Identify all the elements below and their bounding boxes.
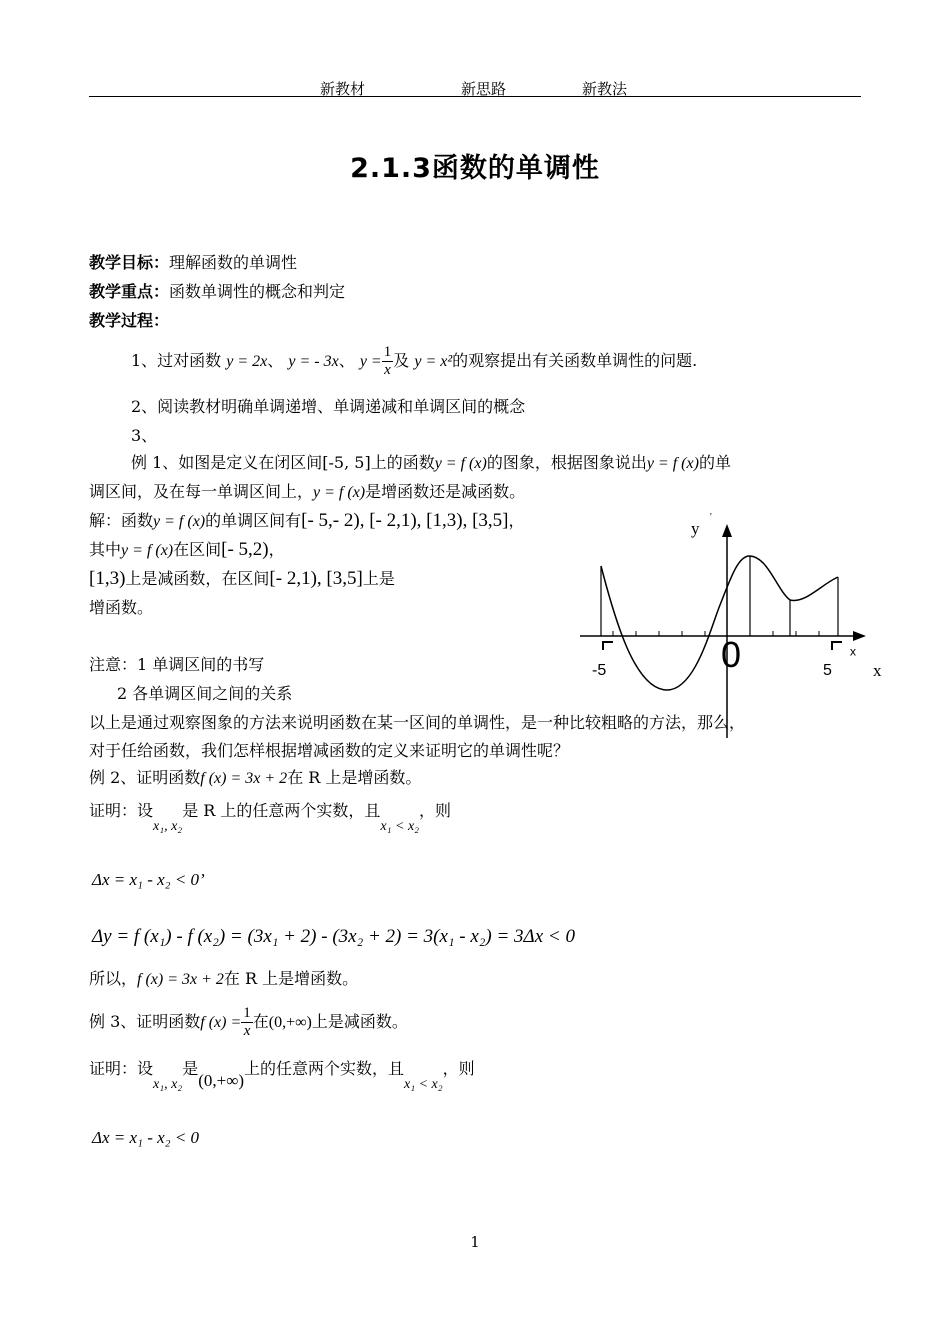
ex3-func-lhs: f (x) = <box>200 1014 242 1031</box>
process-label: 教学过程： <box>89 311 170 330</box>
goal-line <box>89 252 297 274</box>
ex2-title-a: 例 2、证明函数 <box>89 768 201 787</box>
goal-label: 教学目标： <box>89 253 170 272</box>
ex3-den: x <box>243 1023 251 1039</box>
example3-title <box>89 1000 408 1045</box>
example2-dx <box>92 870 205 890</box>
ex2-dx-text: Δx = x₁ - x₂ < 0 <box>92 870 200 889</box>
formula-recip-lhs: y = <box>359 353 382 370</box>
example1-line1 <box>131 452 731 475</box>
ex2-cond: x₁ < x₂ <box>380 819 420 834</box>
x-axis-label: x <box>873 661 882 680</box>
formula-neg3x: y = - 3x <box>288 353 339 370</box>
step1-mid: 及 <box>393 351 410 370</box>
ex3-title-b: 在 <box>252 1012 269 1031</box>
x-axis-arrow-icon <box>853 631 866 641</box>
note-1: 注意：1 单调区间的书写 <box>89 655 265 674</box>
ex3-title-a: 例 3、证明函数 <box>89 1012 201 1031</box>
header-item-1: 新教材 <box>320 80 366 98</box>
ex2-func-2: f (x) = 3x + 2 <box>137 971 224 988</box>
example1-solution-line1 <box>89 510 525 533</box>
y-axis-mark: ' <box>710 512 712 523</box>
note-4: 对于任给函数，我们怎样根据增减函数的定义来证明它的单调性呢？ <box>89 741 570 760</box>
step1-prefix: 1、过对函数 <box>131 351 222 370</box>
header-item-3: 新教法 <box>582 80 628 98</box>
y-axis-label: y <box>691 519 700 538</box>
axis-x-glyph: ˣ <box>850 644 856 664</box>
ex2-concl-a: 所以， <box>89 969 138 988</box>
ex2-concl-b: 在 R 上是增函数。 <box>223 969 359 988</box>
ex3-proof-b: 是 <box>182 1059 199 1078</box>
ex1-l1b: 的图象，根据图象说出 <box>486 453 647 472</box>
step1-sep2: 、 <box>338 351 355 370</box>
ex3-num: 1 <box>243 1005 251 1021</box>
ex1-fx-1: y = f (x) <box>434 455 487 472</box>
formula-recip-frac <box>382 344 394 379</box>
example1-line2 <box>89 481 525 504</box>
header-rule <box>89 96 861 97</box>
step-1 <box>131 342 697 381</box>
origin-label: 0 <box>721 634 742 675</box>
ex1-fx-5: y = f (x) <box>121 542 174 559</box>
ex2-title-b: 在 R 上是增函数。 <box>287 768 422 787</box>
example3-proof <box>89 1058 475 1092</box>
header-item-2: 新思路 <box>461 80 507 98</box>
example2-title <box>89 767 421 790</box>
formula-square: y = x² <box>414 353 453 370</box>
left-endpoint-mark <box>603 642 613 650</box>
ex2-proof-b: 是 R 上的任意两个实数，且 <box>182 801 381 820</box>
ex1-sol2-a: 其中 <box>89 540 122 559</box>
ex3-func-frac <box>241 1005 253 1040</box>
ex2-proof-a: 证明：设 <box>89 801 154 820</box>
ex1-l1a: 例 1、如图是定义在闭区间[-5, 5]上的函数 <box>131 453 435 472</box>
ex2-vars: x₁, x₂ <box>153 819 183 834</box>
example1-solution-line3 <box>89 568 395 590</box>
note-3: 以上是通过观察图象的方法来说明函数在某一区间的单调性，是一种比较粗略的方法，那么， <box>89 713 746 732</box>
ex1-l1c: 的单 <box>698 453 731 472</box>
right-endpoint-mark <box>832 642 842 650</box>
ex1-sol-a: 解：函数 <box>89 511 154 530</box>
step-2: 2、阅读教材明确单调递增、单调递减和单调区间的概念 <box>131 397 526 416</box>
ex1-sol-b: 的单调区间有 <box>205 511 302 530</box>
ex3-domain: (0,+∞) <box>268 1014 312 1031</box>
ex1-fx-2: y = f (x) <box>646 455 699 472</box>
ex3-title-c: 上是减函数。 <box>311 1012 408 1031</box>
focus-label: 教学重点： <box>89 282 170 301</box>
ex1-l2b: 是增函数还是减函数。 <box>365 482 526 501</box>
function-curve <box>601 556 838 690</box>
example1-solution-line2 <box>89 539 285 562</box>
ex1-fx-3: y = f (x) <box>313 484 366 501</box>
recip-den: x <box>384 362 391 378</box>
focus-text: 函数单调性的概念和判定 <box>169 282 346 301</box>
ex3-proof-a: 证明：设 <box>89 1059 154 1078</box>
recip-num: 1 <box>383 344 392 360</box>
ex1-sol3-b: 上是 <box>362 569 395 588</box>
note-2: 2 各单调区间之间的关系 <box>117 684 293 703</box>
example2-proof <box>89 800 452 834</box>
ex1-sol-c: ， <box>508 511 525 530</box>
ex2-proof-c: ，则 <box>419 801 452 820</box>
ex1-sol3-a: 上是减函数，在区间 <box>125 569 270 588</box>
ex3-vars: x₁, x₂ <box>153 1077 183 1092</box>
ex3-domain-2: (0,+∞) <box>198 1071 244 1090</box>
example1-solution-line4: 增函数。 <box>89 598 154 617</box>
formula-2x: y = 2x <box>226 353 268 370</box>
ex1-sol2-c: ， <box>268 540 285 559</box>
goal-text: 理解函数的单调性 <box>169 253 298 272</box>
step1-sep1: 、 <box>267 351 284 370</box>
example3-dx: Δx = x₁ - x₂ < 0 <box>92 1128 200 1147</box>
ex1-l2a: 调区间，及在每一单调区间上， <box>89 482 314 501</box>
ex3-proof-d: ，则 <box>442 1059 475 1078</box>
y-axis-arrow-icon <box>722 524 732 537</box>
step-3: 3、 <box>131 426 158 445</box>
page-number: 1 <box>470 1233 480 1251</box>
ex2-func: f (x) = 3x + 2 <box>200 770 288 787</box>
step1-suffix: 的观察提出有关函数单调性的问题. <box>452 351 698 370</box>
ex3-proof-c: 上的任意两个实数，且 <box>243 1059 404 1078</box>
ex1-int-dec1: [- 5,2) <box>221 539 269 560</box>
ex1-sol2-b: 在区间 <box>173 540 222 559</box>
example2-dy: Δy = f (x₁) - f (x₂) = (3x₁ + 2) - (3x₂ + 2) = 3(x₁ - x₂) = 3Δx < 0 <box>92 926 575 947</box>
ex1-int-dec2: [1,3) <box>89 568 126 589</box>
left-limit-label: -5 <box>592 662 607 679</box>
right-limit-label: 5 <box>823 662 832 679</box>
page-title: 2.1.3函数的单调性 <box>350 153 600 184</box>
ex1-intervals: [- 5,- 2), [- 2,1), [1,3), [3,5] <box>301 510 509 531</box>
example2-conclusion <box>89 968 358 991</box>
focus-line <box>89 281 345 303</box>
ex1-int-inc: [- 2,1), [3,5] <box>269 568 363 589</box>
ex1-fx-4: y = f (x) <box>153 513 206 530</box>
ex2-dx-end: ’ <box>199 870 205 889</box>
ex3-cond: x₁ < x₂ <box>404 1077 443 1092</box>
